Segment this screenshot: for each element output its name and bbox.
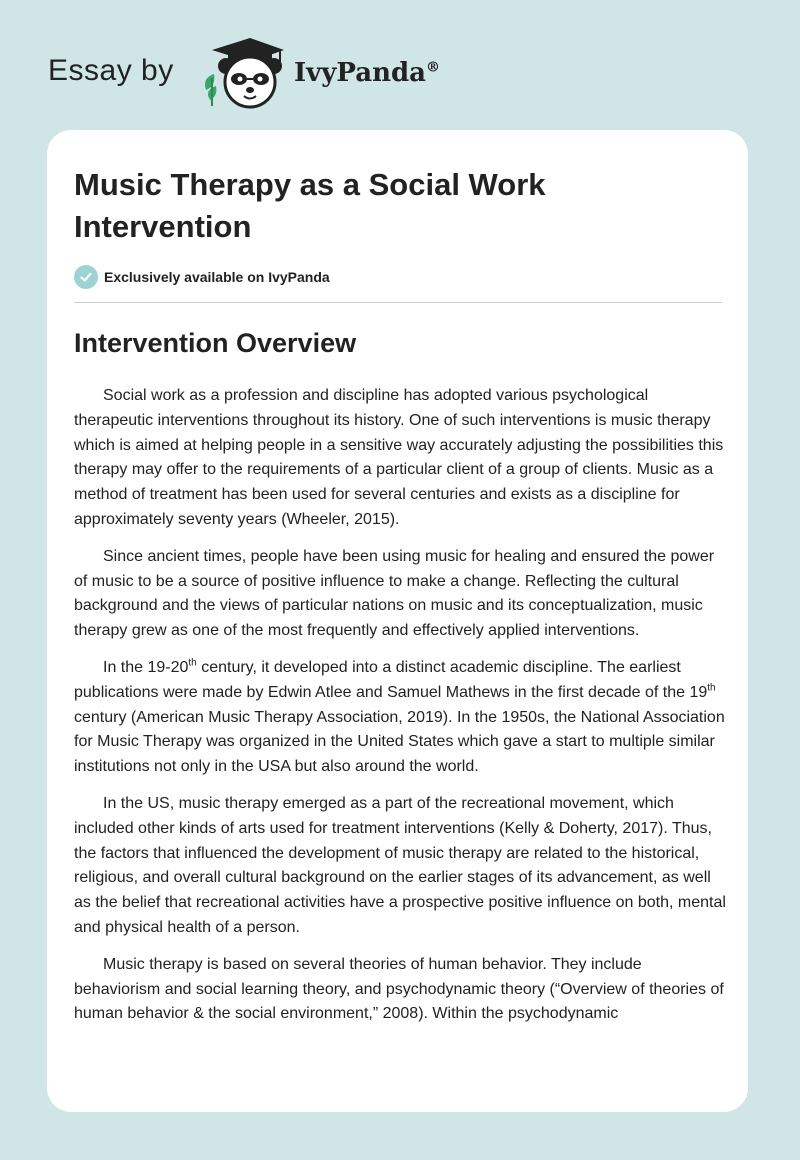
- page-title: Music Therapy as a Social Work Intervention: [74, 167, 546, 244]
- divider: [74, 302, 722, 303]
- paragraph-text: century, it developed into a distinct academic discipline. The earliest publications were made by Edwin Atlee and Samuel Mathews in the first decade of the 19: [74, 658, 708, 701]
- paragraph: Social work as a profession and discipline has adopted various psychological therapeutic interventions throughout its history. One of such interventions is music therapy which is aimed at helping people in a sensitive way accurately adjusting the possibilities this therapy may offer to the requirements of a particular client of a group of clients. Music as a method of treatment has been used for several centuries and exists as a discipline for approximately seventy years (Wheeler, 2015).: [74, 387, 724, 528]
- paragraph-text: In the 19-20: [103, 658, 189, 676]
- superscript: th: [707, 682, 716, 694]
- paragraph-text: century (American Music Therapy Association, 2019). In the 1950s, the National Association for Music Therapy was organized in the United States which gave a start to multiple similar institutions not only in the USA but also around the world.: [74, 708, 725, 776]
- panda-graduate-logo-icon: [200, 34, 286, 110]
- paragraph: [74, 656, 726, 780]
- superscript: th: [188, 657, 197, 669]
- site-header: [48, 34, 508, 110]
- check-icon: [74, 265, 98, 289]
- article-body: [74, 384, 726, 1039]
- paragraph: In the US, music therapy emerged as a part of the recreational movement, which included other kinds of arts used for treatment interventions (Kelly & Doherty, 2017). Thus, the factors that influenced the development of music therapy are related to the historical, religious, and overall cultural background on the earlier stages of its advancement, as well as the belief that recreational activities have a prospective positive influence on both, mental and physical health of a person.: [74, 794, 726, 936]
- brand-name[interactable]: [294, 58, 440, 88]
- brand-label: IvyPanda: [294, 58, 427, 88]
- paragraph: Music therapy is based on several theories of human behavior. They include behaviorism and social learning theory, and psychodynamic theory (“Overview of theories of human behavior & the social environment,” 2008). Within the psychodynamic: [74, 955, 724, 1023]
- paragraph: Since ancient times, people have been using music for healing and ensured the power of music to be a source of positive influence to make a change. Reflecting the cultural background and the views of particular nations on music and its conceptualization, music therapy grew as one of the most frequently and effectively applied interventions.: [74, 547, 715, 640]
- registered-mark: ®: [426, 59, 441, 76]
- exclusive-badge-label: Exclusively available on IvyPanda: [104, 269, 330, 285]
- essay-by-label: Essay by: [48, 54, 174, 87]
- essay-card: [47, 130, 748, 1112]
- exclusive-badge: [74, 264, 330, 290]
- section-title: Intervention Overview: [74, 328, 357, 358]
